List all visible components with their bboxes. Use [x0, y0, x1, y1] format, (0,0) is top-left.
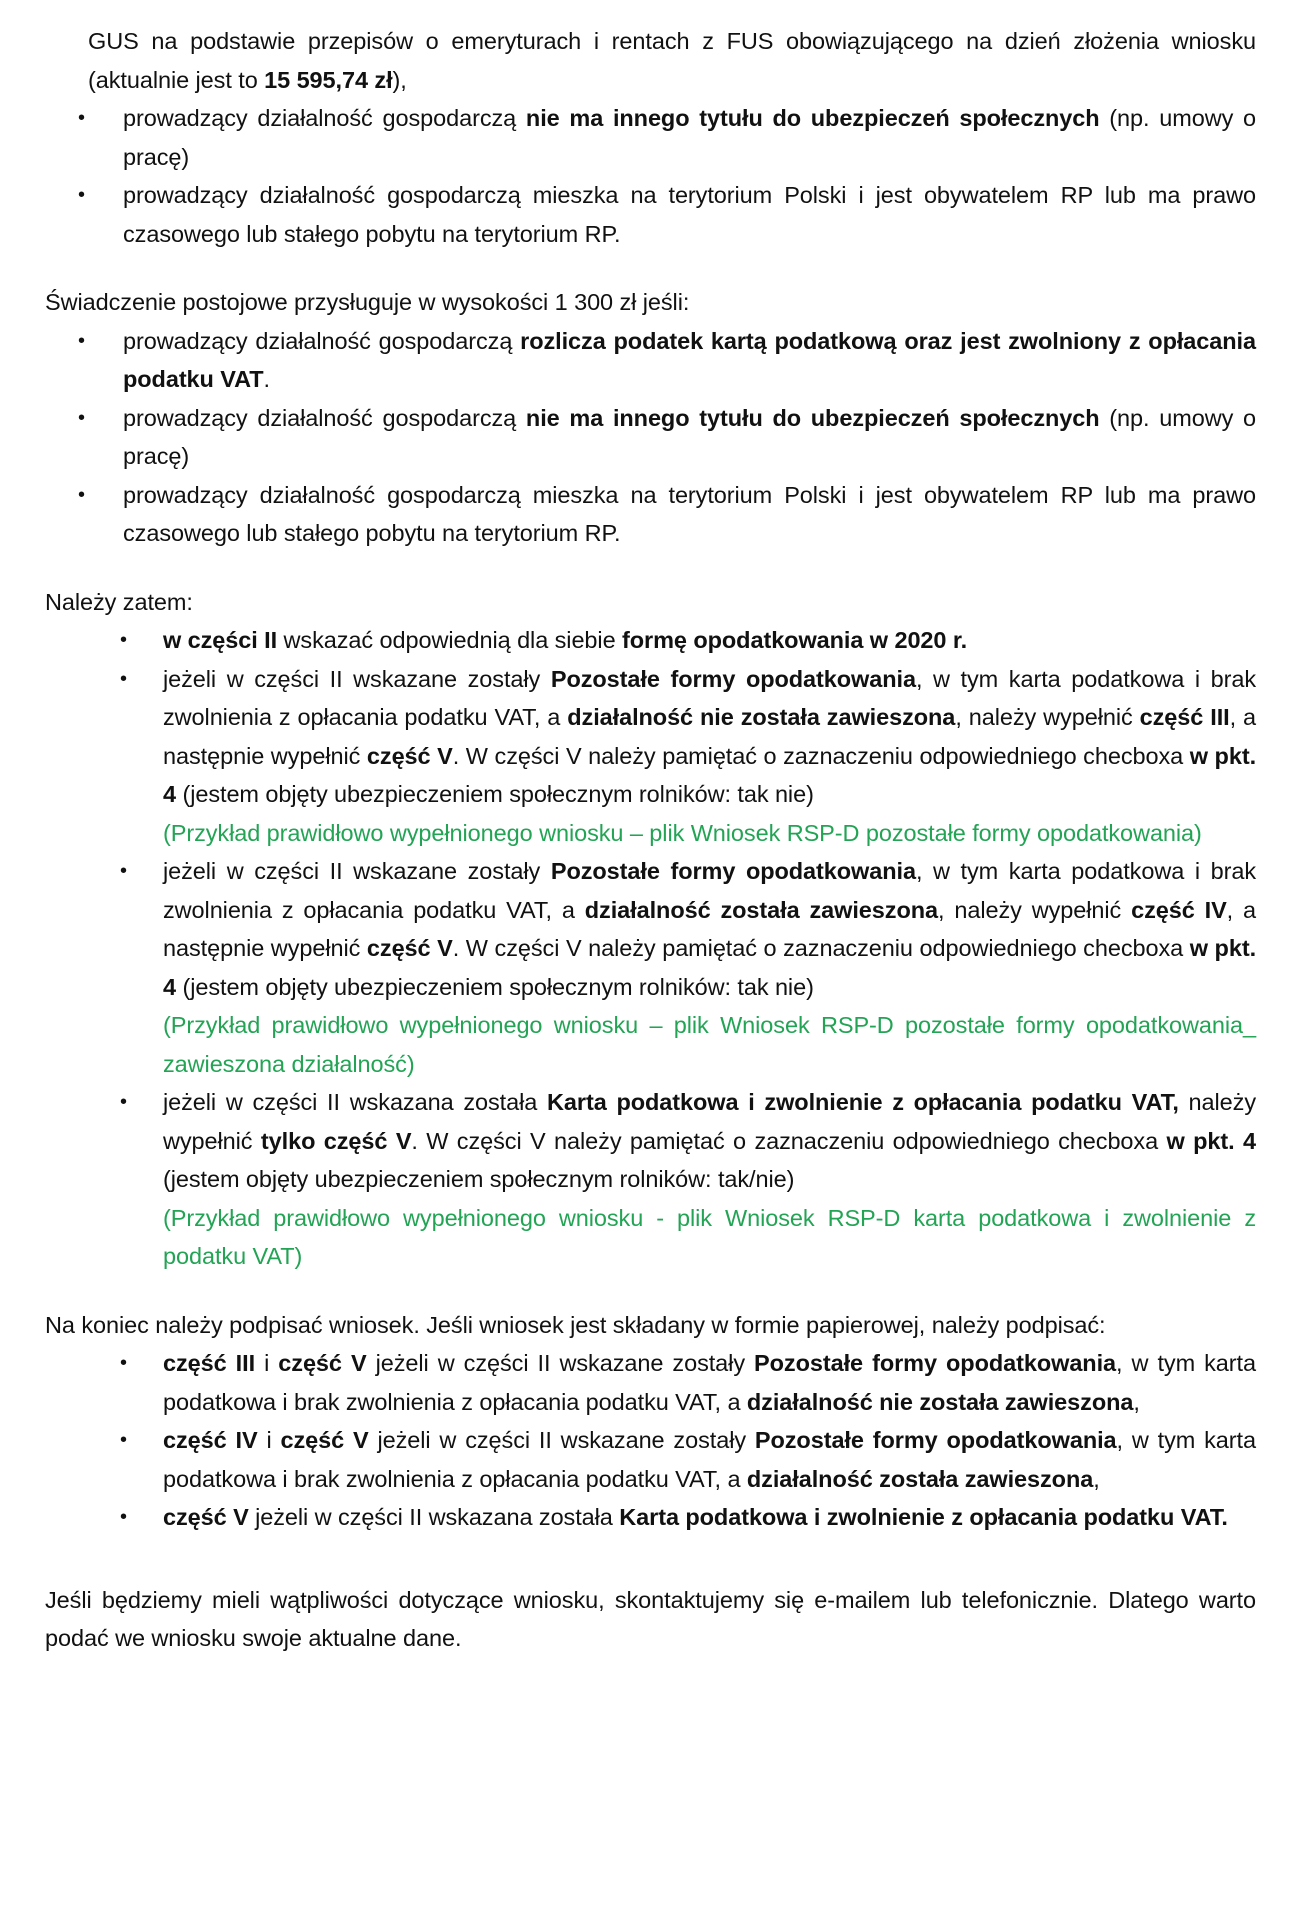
podpis-b2: część V: [278, 1350, 367, 1376]
list-item: [45, 660, 1256, 853]
item1-bold-tail: formę opodatkowania w 2020 r.: [622, 627, 968, 653]
bullet-pre-text: prowadzący działalność gospodarczą mieszka na terytorium Polski i jest obywatelem RP lub ma prawo czasowego lub stałego pobytu na terytorium RP.: [123, 182, 1256, 247]
podpis-b1: część V: [163, 1504, 249, 1530]
list-item: [45, 1421, 1256, 1498]
list-podpis: [45, 1344, 1256, 1537]
bullet-bold-text: nie ma innego tytułu do ubezpieczeń społecznych: [525, 105, 1100, 131]
paragraph-gus-continuation: [45, 22, 1256, 99]
item3-t2: , w tym karta podatkowa i brak zwolnienia z opłacania podatku VAT, a: [163, 858, 1256, 923]
bullet-post-text: (np. umowy o pracę): [123, 105, 1257, 170]
podpis-b1: część IV: [163, 1427, 258, 1453]
podpis-b3: Pozostałe formy opodatkowania: [754, 1350, 1117, 1376]
spacer: [45, 553, 1256, 583]
item2-t3: , należy wypełnić: [955, 704, 1140, 730]
bullet-bold-text: rozlicza podatek kartą podatkową oraz jest zwolniony z opłacania podatku VAT: [123, 327, 1256, 392]
spacer: [45, 1276, 1256, 1306]
item1-mid-text: wskazać odpowiednią dla siebie: [277, 627, 623, 653]
item3-b1: Pozostałe formy opodatkowania: [550, 858, 916, 884]
item3-t5: . W części V należy pamiętać o zaznaczeniu odpowiedniego checboxa: [452, 935, 1190, 961]
bullet-pre-text: prowadzący działalność gospodarczą: [123, 404, 526, 431]
list-nalezy-zatem: [45, 621, 1256, 1276]
item3-t6: (jestem objęty ubezpieczeniem społecznym rolników: tak nie): [176, 973, 814, 1000]
paragraph-podpis-intro: Na koniec należy podpisać wniosek. Jeśli wniosek jest składany w formie papierowej, należy podpisać:: [45, 1311, 1106, 1338]
item3-t4: , a następnie wypełnić: [163, 896, 1257, 961]
bullet-pre-text: prowadzący działalność gospodarczą mieszka na terytorium Polski i jest obywatelem RP lub ma prawo czasowego lub stałego pobytu na terytorium RP.: [123, 481, 1256, 546]
podpis-b2: Karta podatkowa i zwolnienie z opłacania podatku VAT.: [619, 1504, 1228, 1530]
heading-swiadczenie-1300: Świadczenie postojowe przysługuje w wysokości 1 300 zł jeśli:: [45, 289, 690, 315]
item4-t3: . W części V należy pamiętać o zaznaczeniu odpowiedniego checboxa: [411, 1127, 1167, 1154]
podpis-t1: i: [255, 1350, 279, 1376]
list-item: [45, 476, 1256, 553]
list-item: [45, 176, 1256, 253]
list-item: [45, 99, 1256, 176]
item3-b5: w pkt. 4: [163, 935, 1257, 1000]
podpis-t2: jeżeli w części II wskazane zostały: [366, 1350, 755, 1376]
podpis-b3: Pozostałe formy opodatkowania: [754, 1427, 1117, 1453]
item2-t4: , a następnie wypełnić: [163, 704, 1257, 769]
example-note-green: (Przykład prawidłowo wypełnionego wniosku – plik Wniosek RSP-D pozostałe formy opodatkowania_ zawieszona działalność): [163, 1012, 1256, 1077]
list-item: [45, 1344, 1256, 1421]
list-item: [45, 399, 1256, 476]
gus-text-after-amount: ),: [392, 66, 407, 93]
item4-b3: w pkt. 4: [1166, 1127, 1257, 1154]
gus-text-before-amount: GUS na podstawie przepisów o emeryturach i rentach z FUS obowiązującego na dzień złożenia wniosku (aktualnie jest to: [88, 28, 1256, 93]
paragraph-kontakt: Jeśli będziemy mieli wątpliwości dotyczące wniosku, skontaktujemy się e-mailem lub telefonicznie. Dlatego warto podać we wniosku swoje aktualne dane.: [45, 1586, 1256, 1651]
item2-t6: (jestem objęty ubezpieczeniem społecznym rolników: tak nie): [176, 781, 814, 807]
item2-t5: . W części V należy pamiętać o zaznaczeniu odpowiedniego checboxa: [452, 742, 1190, 769]
list-item: [45, 322, 1256, 399]
list-conditions-2080: [45, 99, 1256, 253]
item4-t4: (jestem objęty ubezpieczeniem społecznym rolników: tak/nie): [163, 1166, 795, 1192]
item2-t1: jeżeli w części II wskazane zostały: [163, 665, 551, 692]
item2-b5: w pkt. 4: [163, 742, 1257, 807]
list-item: [45, 1083, 1256, 1276]
item3-t3: , należy wypełnić: [938, 896, 1132, 923]
podpis-b2: część V: [280, 1427, 369, 1453]
item4-t2: należy wypełnić: [163, 1089, 1256, 1154]
item1-bold-lead: w części II: [163, 627, 278, 653]
item3-t1: jeżeli w części II wskazane zostały: [163, 858, 551, 884]
list-item: [45, 852, 1256, 1083]
list-conditions-1300: [45, 322, 1256, 553]
item4-t1: jeżeli w części II wskazana została: [163, 1089, 547, 1115]
item3-b4: część V: [366, 935, 453, 961]
item3-b2: działalność została zawieszona: [584, 896, 938, 923]
podpis-t1: i: [257, 1427, 281, 1453]
item2-b2: działalność nie została zawieszona: [567, 704, 956, 730]
podpis-b1: część III: [163, 1350, 256, 1376]
item4-b2: tylko część V: [260, 1127, 412, 1154]
list-item: [45, 621, 1256, 660]
podpis-t4: ,: [1133, 1388, 1140, 1415]
gus-amount-bold: 15 595,74 zł: [264, 66, 393, 93]
podpis-b4: działalność została zawieszona: [746, 1465, 1094, 1492]
bullet-pre-text: prowadzący działalność gospodarczą: [123, 327, 521, 354]
bullet-post-text: .: [263, 366, 270, 392]
item3-b3: część IV: [1131, 896, 1227, 923]
podpis-t2: jeżeli w części II wskazane zostały: [368, 1427, 755, 1453]
bullet-pre-text: prowadzący działalność gospodarczą: [123, 105, 526, 131]
podpis-t3: , w tym karta podatkowa i brak zwolnienia z opłacania podatku VAT, a: [163, 1427, 1256, 1492]
item2-b4: część V: [366, 742, 453, 769]
item2-b3: część III: [1139, 704, 1230, 730]
spacer: [45, 1537, 1256, 1581]
example-note-green: (Przykład prawidłowo wypełnionego wniosku – plik Wniosek RSP-D pozostałe formy opodatkowania): [163, 819, 1202, 846]
item2-t2: , w tym karta podatkowa i brak zwolnienia z opłacania podatku VAT, a: [163, 665, 1256, 730]
item4-b1: Karta podatkowa i zwolnienie z opłacania podatku VAT,: [547, 1089, 1179, 1115]
bullet-bold-text: nie ma innego tytułu do ubezpieczeń społecznych: [525, 404, 1100, 431]
podpis-t3: , w tym karta podatkowa i brak zwolnienia z opłacania podatku VAT, a: [163, 1350, 1256, 1415]
example-note-green: (Przykład prawidłowo wypełnionego wniosku - plik Wniosek RSP-D karta podatkowa i zwolnienie z podatku VAT): [163, 1204, 1256, 1269]
podpis-b4: działalność nie została zawieszona: [746, 1388, 1134, 1415]
podpis-t4: ,: [1093, 1465, 1100, 1492]
bullet-post-text: (np. umowy o pracę): [123, 404, 1257, 469]
list-item: [45, 1498, 1256, 1537]
heading-nalezy-zatem: Należy zatem:: [45, 588, 193, 615]
item2-b1: Pozostałe formy opodatkowania: [550, 665, 916, 692]
podpis-t1: jeżeli w części II wskazana została: [248, 1504, 620, 1530]
spacer: [45, 253, 1256, 283]
